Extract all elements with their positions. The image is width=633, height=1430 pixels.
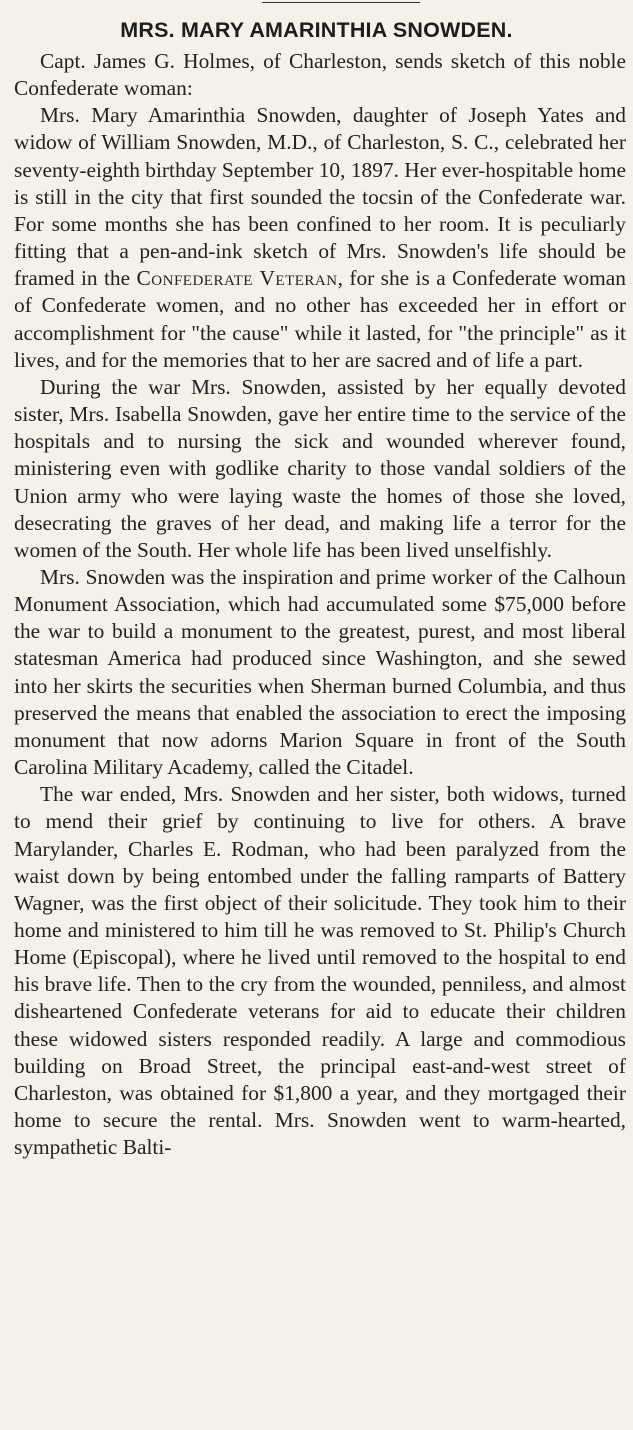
- paragraph-4: The war ended, Mrs. Snowden and her sister, both widows, turned to mend their grief by continuing to live for others. A brave Marylander, Charles E. Rodman, who had been paralyzed from the waist down by being entombed under the falling ramparts of Battery Wagner, was the first object of their solicitude. They took him to their home and ministered to him till he was removed to St. Philip's Church Home (Episcopal), where he lived until removed to the hospital to end his brave life. Then to the cry from the wounded, penniless, and almost disheartened Confederate veterans for aid to educate their children these widowed sisters responded readily. A large and commodious building on Broad Street, the principal east-and-west street of Charleston, was obtained for $1,800 a year, and they mortgaged their home to secure the rental. Mrs. Snowden went to warm-hearted, sympathetic Balti-: [14, 782, 626, 1160]
- article-title: MRS. MARY AMARINTHIA SNOWDEN.: [120, 18, 513, 42]
- magazine-name: Confederate Veteran: [136, 266, 338, 291]
- paragraph-1: [14, 102, 626, 374]
- top-rule: [262, 2, 420, 3]
- paragraph-2: During the war Mrs. Snowden, assisted by her equally devoted sister, Mrs. Isabella Snowden, gave her entire time to the service of the hospitals and to nursing the sick and wounded wherever found, ministering even with godlike charity to those vandal soldiers of the Union army who were laying waste the homes of those she loved, desecrating the graves of her dead, and making life a terror for the women of the South. Her whole life has been lived unselfishly.: [14, 374, 626, 562]
- paragraph-1-text-a: Mrs. Mary Amarinthia Snowden, daughter of Joseph Yates and widow of William Snowden, M.D., of Charleston, S. C., celebrated her seventy-eighth birthday September 10, 1897. Her ever-hospitable home is still in the city that first sounded the tocsin of the Confederate war. For some months she has been confined to her room. It is peculiarly fitting that a pen-and-ink sketch of Mrs. Snowden's life should be framed in the: [14, 103, 627, 291]
- paragraph-1-text-b: , for she is a Confederate woman of Confederate women, and no other has exceeded her in effort or accomplishment for "the cause" while it lasted, for "the principle" as it lives, and for the memories that to her are sacred and of life a part.: [14, 266, 626, 372]
- paragraph-3: Mrs. Snowden was the inspiration and prime worker of the Calhoun Monument Association, which had accumulated some $75,000 before the war to build a monument to the greatest, purest, and most liberal statesman America had produced since Washington, and she sewed into her skirts the securities when Sherman burned Columbia, and thus preserved the means that enabled the association to erect the imposing monument that now adorns Marion Square in front of the South Carolina Military Academy, called the Citadel.: [14, 564, 626, 780]
- article-body: [14, 48, 626, 1161]
- intro-paragraph: Capt. James G. Holmes, of Charleston, sends sketch of this noble Confederate woman:: [14, 49, 626, 101]
